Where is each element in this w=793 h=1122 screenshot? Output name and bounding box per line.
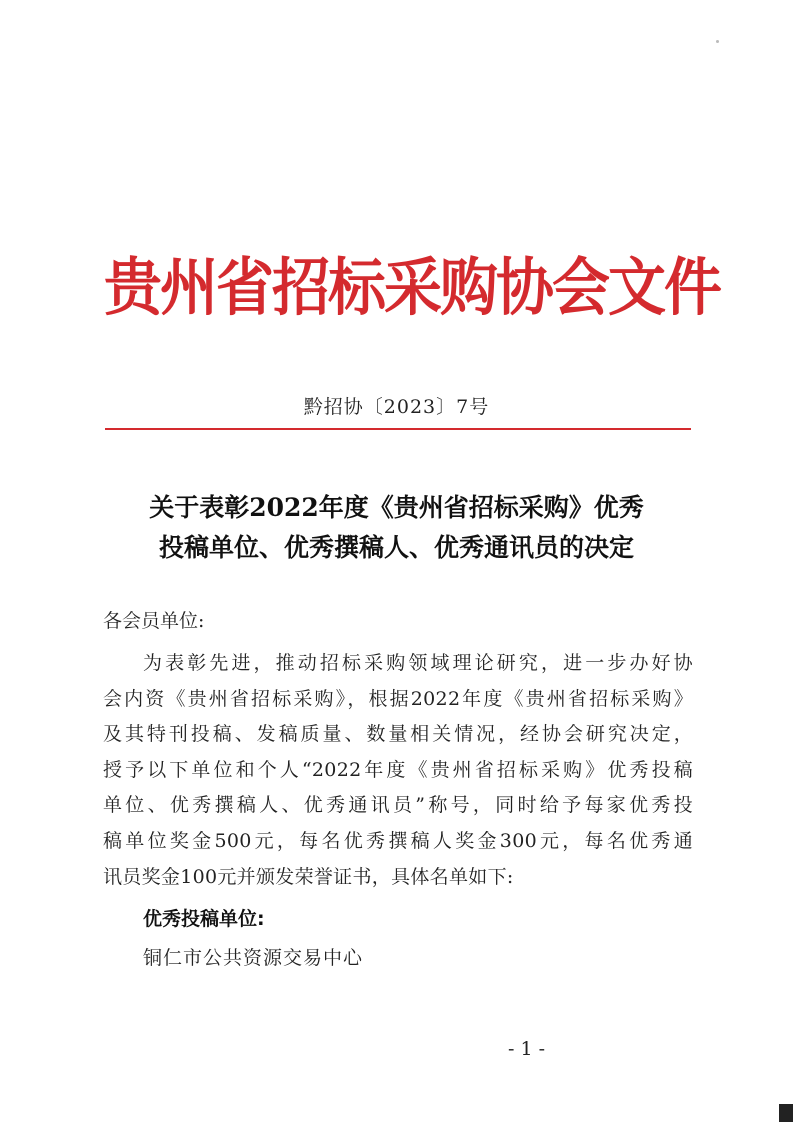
section-heading-excellent-units: 优秀投稿单位: (143, 908, 265, 930)
list-item: 铜仁市公共资源交易中心 (143, 947, 364, 969)
document-title-line-2: 投稿单位、优秀撰稿人、优秀通讯员的决定 (158, 533, 634, 562)
salutation: 各会员单位: (103, 610, 205, 632)
document-title (100, 488, 693, 568)
issuer-header-title: 贵州省招标采购协会文件 (104, 250, 721, 324)
body-line-5: 单位、优秀撰稿人、优秀通讯员”称号，同时给予每家优秀投 (103, 794, 693, 817)
document-title-line-1: 关于表彰2022年度《贵州省招标采购》优秀 (149, 493, 644, 522)
page-number: - 1 - (507, 1038, 545, 1060)
document-number: 黔招协〔2023〕7号 (303, 396, 490, 418)
body-line-2: 会内资《贵州省招标采购》，根据2022年度《贵州省招标采购》 (103, 687, 693, 710)
body-line-3: 及其特刊投稿、发稿质量、数量相关情况，经协会研究决定， (103, 723, 693, 746)
scan-speck (716, 40, 719, 43)
body-paragraph (103, 646, 693, 895)
scan-edge-mark (779, 1104, 793, 1122)
body-line-6: 稿单位奖金500元，每名优秀撰稿人奖金300元，每名优秀通 (103, 829, 693, 852)
body-line-1: 为表彰先进，推动招标采购领域理论研究，进一步办好协 (143, 652, 693, 674)
body-line-4: 授予以下单位和个人“2022年度《贵州省招标采购》优秀投稿 (103, 758, 693, 781)
body-line-7: 讯员奖金100元并颁发荣誉证书，具体名单如下: (103, 865, 514, 888)
red-divider-line (105, 428, 691, 430)
